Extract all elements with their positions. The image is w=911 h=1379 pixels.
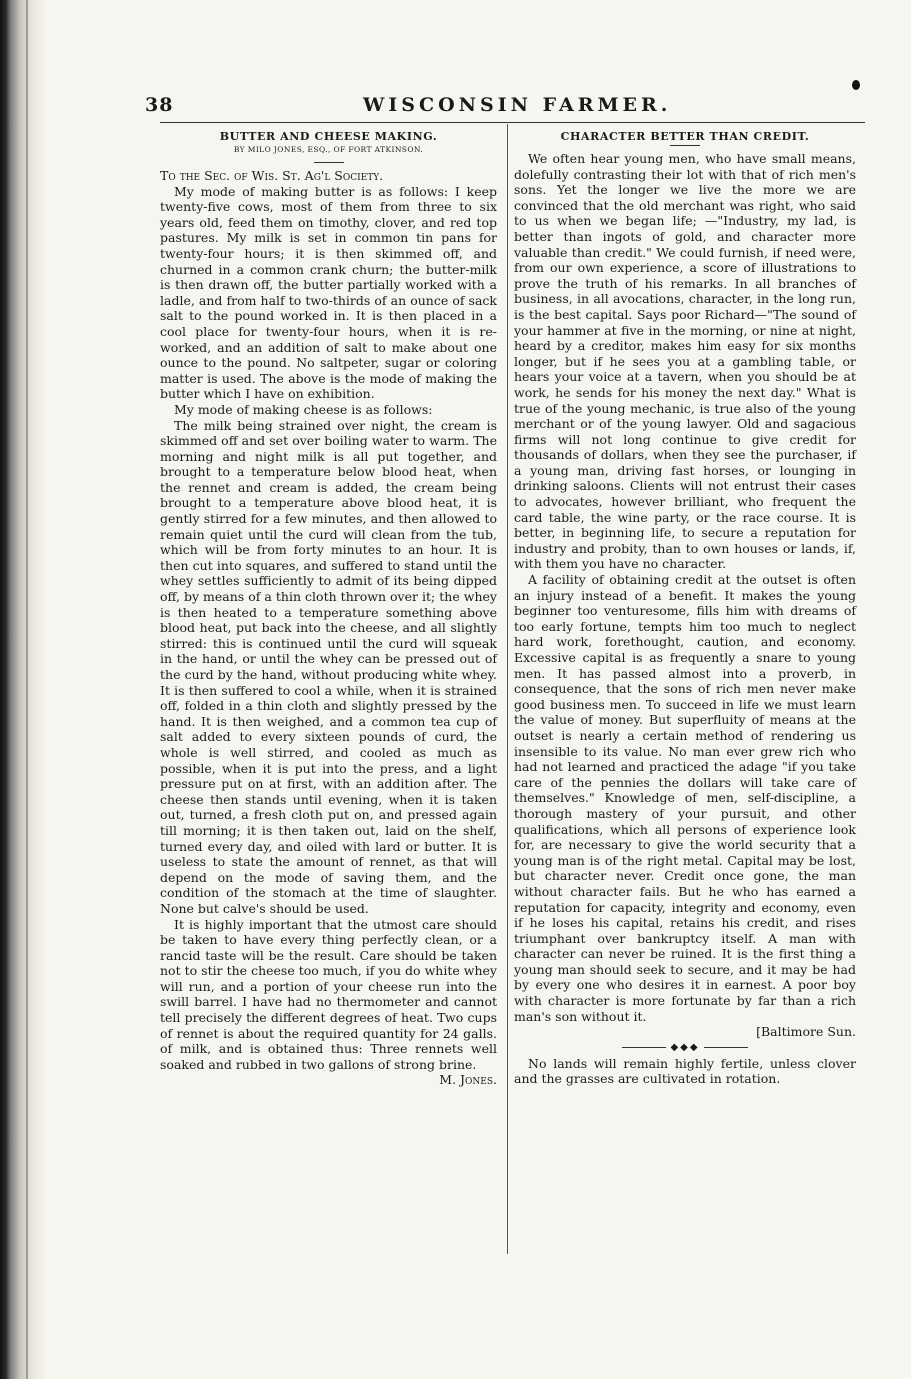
- left-column: [160, 130, 497, 1088]
- signature-text: M. Jones.: [439, 1072, 497, 1088]
- article-title: BUTTER AND CHEESE MAKING.: [219, 130, 438, 143]
- right-column: [514, 130, 856, 1087]
- paragraph: The milk being strained over night, the cream is skimmed off and set over boiling water to warm. The morning and night milk is all put together, and brought to a temperature below blood heat, when the rennet and cream is added, the cream being brought to a temperature above blood heat, it is gently stirred for a few minutes, and then allowed to remain quiet until the curd will clean from the tub, which will be from forty minutes to an hour. It is then cut into squares, and suffered to stand until the whey settles sufficiently to admit of its being dipped off, by means of a thin cloth thrown over it; the whey is then heated to a temperature something above blood heat, put back into the cheese, and all slightly stirred: this is continued until the curd will squeak in the hand, or until the whey can be pressed out of the curd by the hand, without producing white whey. It is then suffered to cool a while, when it is strained off, folded in a thin cloth and slightly pressed by the hand. It is then weighed, and a common tea cup of salt added to every sixteen pounds of curd, the whole is well stirred, and cooled as much as possible, when it is put into the press, and a light pressure put on at first, with an addition after. The cheese then stands until evening, when it is taken out, turned, a fresh cloth put on, and pressed again till morning; it is then taken out, laid on the shelf, turned every day, and oiled with lard or butter. It is useless to state the amount of rennet, as that will depend on the mode of saving them, and the condition of the stomach at the time of slaughter. None but calve's should be used.: [160, 417, 497, 916]
- title-rule: [670, 145, 700, 146]
- paragraph: My mode of making cheese is as follows:: [174, 401, 433, 417]
- paragraph: My mode of making butter is as follows: I keep twenty-five cows, most of them from three to six years old, feed them on timothy, clover, and red top pastures. My milk is set in common tin pans for twenty-four hours; it is then skimmed off, and churned in a common crank churn; the butter-milk is then drawn off, the butter partially worked with a ladle, and from half to two-thirds of an ounce of sack salt to the pound worked in. It is then placed in a cool place for twenty-four hours, when it is re-worked, and an addition of salt to make about one ounce to the pound. No saltpeter, sugar or coloring matter is used. The above is the mode of making the butter which I have on exhibition.: [160, 183, 497, 402]
- page-header: [145, 94, 865, 120]
- masthead-title: WISCONSIN FARMER.: [363, 94, 672, 116]
- page-binding-shadow: [0, 0, 48, 1379]
- page-number: 38: [145, 94, 174, 116]
- paragraph: A facility of obtaining credit at the outset is often an injury instead of a benefit. It makes the young beginner too venturesome, fills him with dreams of too early fortune, tempts him too much to neglect hard work, forethought, caution, and economy. Excessive capital is as frequently a snare to young men. It has passed almost into a proverb, in consequence, that the sons of rich men never make good business men. To succeed in life we must learn the value of money. But superfluity of means at the outset is nearly a certain method of rendering us insensible to its value. No man ever grew rich who had not learned and practiced the adage "if you take care of the pennies the dollars will take care of themselves." Knowledge of men, self-discipline, a thorough mastery of your pursuit, and other qualifications, which all persons of experience look for, are necessary to give the world security that a young man is of the right metal. Capital may be lost, but character never. Credit once gone, the man without character fails. But he who has earned a reputation for capacity, integrity and economy, even if he loses his capital, retains his credit, and rises triumphant over bankruptcy itself. A man with character can never be ruined. It is the first thing a young man should seek to secure, and it may be had by every one who desires it in earnest. A poor boy with character is more fortunate by far than a rich man's son without it.: [514, 572, 856, 1024]
- ink-dot: [852, 80, 860, 90]
- column-divider: [507, 124, 508, 1254]
- article-byline: BY MILO JONES, ESQ., OF FORT ATKINSON.: [233, 145, 424, 154]
- agricultural-note: No lands will remain highly fertile, unless clover and the grasses are cultivated in rotation.: [514, 1055, 856, 1087]
- paragraph: We often hear young men, who have small means, dolefully contrasting their lot with that of rich men's sons. Yet the longer we live the more we are convinced that the old merchant was right, who said to us when we began life; —"Industry, my lad, is better than ingots of gold, and character more valuable than credit." We could furnish, if need were, from our own experience, a score of illustrations to prove the truth of his remarks. In all branches of business, in all avocations, character, in the long run, is the best capital. Says poor Richard—"The sound of your hammer at five in the morning, or nine at night, heard by a creditor, makes him easy for six months longer, but if he sees you at a gambling table, or hears your voice at a tavern, when you should be at work, he sends for his money the next day." What is true of the young mechanic, is true also of the young merchant or of the young lawyer. Old and sagacious firms will not long continue to give credit for thousands of dollars, when they see the purchaser, if a young man, driving fast horses, or lounging in drinking saloons. Clients will not entrust their cases to advocates, however brilliant, who frequent the card table, the wine party, or the race course. It is better, in beginning life, to secure a reputation for industry and probity, than to own houses or lands, if, with them you have no character.: [514, 151, 856, 572]
- article-title: CHARACTER BETTER THAN CREDIT.: [560, 130, 810, 143]
- binding-crease: [26, 0, 28, 1379]
- source-credit: [Baltimore Sun.: [756, 1024, 856, 1040]
- salutation: To the Sec. of Wis. St. Ag'l Society.: [160, 168, 384, 183]
- title-rule: [314, 162, 344, 163]
- header-rule: [160, 122, 865, 123]
- section-ornament: ◆◆◆: [514, 1042, 856, 1054]
- signature: [160, 1072, 497, 1088]
- paragraph: It is highly important that the utmost care should be taken to have every thing perfectly clean, or a rancid taste will be the result. Care should be taken not to stir the cheese too much, if you do white whey will run, and a portion of your cheese run into the swill barrel. I have had no thermometer and cannot tell precisely the different degrees of heat. Two cups of rennet is about the required quantity for 24 galls. of milk, and is obtained thus: Three rennets well soaked and rubbed in two gallons of strong brine.: [160, 916, 497, 1072]
